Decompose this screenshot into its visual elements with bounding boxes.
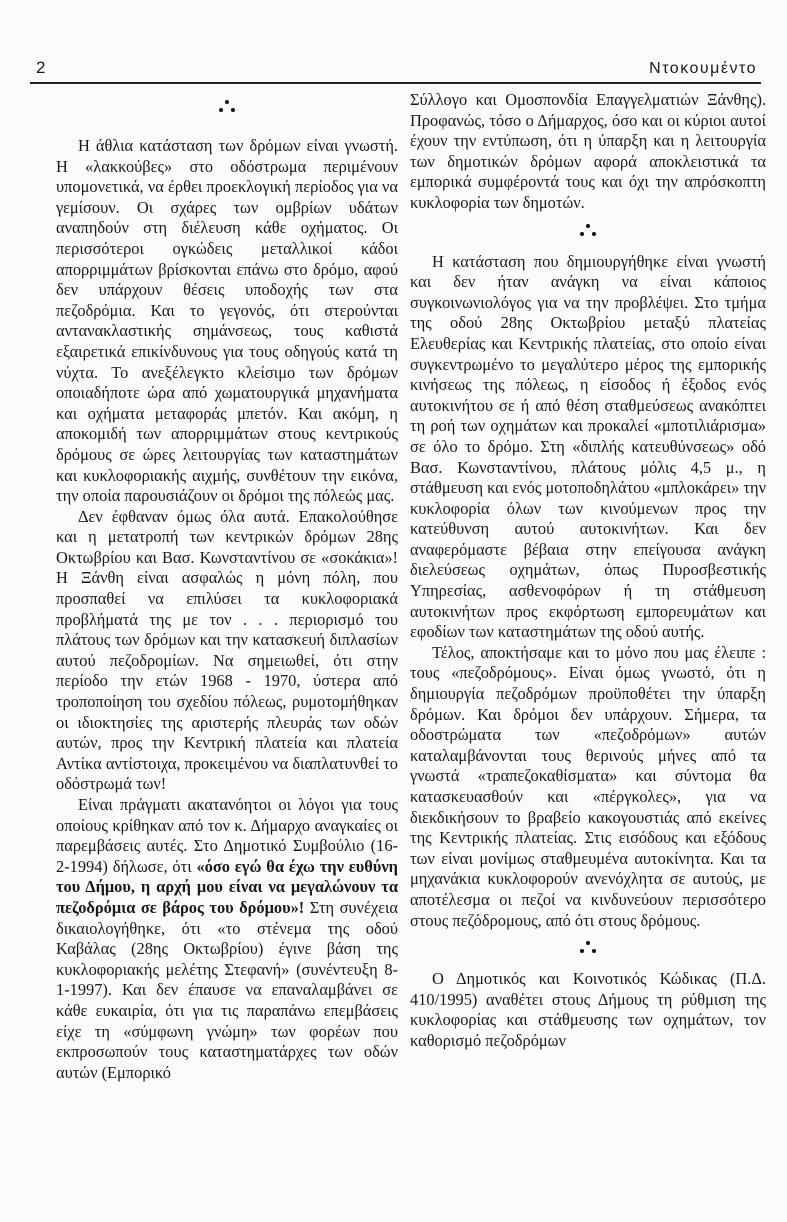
paragraph: Η κατάσταση που δημιουργήθηκε είναι γνωστή και δεν ήταν ανάγκη να είναι κάποιος συγκοινωνιολόγος για να την προβλέψει. Στο τμήμα της οδού 28ης Οκτωβρίου μεταξύ πλατείας Ελευθερίας και Κεντρικής πλατείας, στο οποίο είναι συγκεντρωμένο το μεγαλύτερο μέρος της εμπορικής κινήσεως της πόλεως, η είσοδος ή έξοδος ενός αυτοκινήτου σε ή από θέση σταθμεύσεως ανακόπτει τη ροή των οχημάτων και προκαλεί «μποτιλιάρισμα» σε όλο το δρόμο. Στη «διπλής κατευθύνσεως» οδό Βασ. Κωνσταντίνου, πλάτους μόλις 4,5 μ., η στάθμευση και ενός μοτοποδηλάτου «μπλοκάρει» την κυκλοφορία όλων των κινούμενων προς την κατεύθυνση αυτού αυτοκινήτων. Και δεν αναφερόμαστε βέβαια στην επείγουσα ανάγκη διελεύσεως οχημάτων, όπως Πυροσβεστικής Υπηρεσίας, ασθενοφόρων ή τη στάθμευση αυτοκινήτων προς εκφόρτωση εμπορευμάτων και εφοδίων των καταστημάτων της οδού αυτής.	[410, 251, 766, 642]
paragraph: Τέλος, αποκτήσαμε και το μόνο που μας έλειπε : τους «πεζοδρόμους». Είναι όμως γνωστό, ότι η δημιουργία πεζοδρόμων προϋποθέτει την ύπαρξη δρόμων. Και δρόμοι δεν υπάρχουν. Σήμερα, τα οδοστρώματα των «πεζοδρόμων» αυτών καταλαμβάνονται τους θερινούς μήνες από τα γνωστά «τραπεζοκαθίσματα» και σύντομα θα κατασκευασθούν και «πέργκολες», για να διεκδικήσουν το βραβείο κακογουστιάς από εκείνες της Κεντρικής πλατείας. Στις εισόδους και εξόδους των είναι μονίμως σταθμευμένα αυτοκίνητα. Και τα μηχανάκια κυκλοφορούν ανενόχλητα σε αυτούς, με αποτέλεσμα οι πεζοί να κινδυνεύουν περισσότερο στους πεζόδρομους, από ότι στους δρόμους.	[410, 642, 766, 930]
running-head: Ντοκουμέντο	[649, 60, 757, 77]
paragraph: Η άθλια κατάσταση των δρόμων είναι γνωστή. Η «λακκούβες» στο οδόστρωμα περιμένουν υπομονετικά, να έρθει προεκλογική περίοδος για να γεμίσουν. Οι σχάρες των ομβρίων υδάτων αναπηδούν στη διέλευση κάθε οχήματος. Οι περισσότεροι ογκώδεις μεταλλικοί κάδοι απορριμμάτων βρίσκονται επάνω στο δρόμο, αφού δεν υπάρχουν θέσεις υποδοχής των στα πεζοδρόμια. Και το γεγονός, ότι στερούνται αντανακλαστικής σημάνσεως, τους καθιστά εξαιρετικά επικίνδυνους για τους οδηγούς κατά τη νύχτα. Το ανεξέλεγκτο κλείσιμο των δρόμων οποιαδήποτε ώρα από χωματουργικά μηχανήματα και οχήματα μεταφοράς μπετόν. Και ακόμη, η αποκομιδή των απορριμμάτων στους κεντρικούς δρόμους σε ώρες λειτουργίας των καταστημάτων και κυκλοφοριακής αιχμής, συνθέτουν την εικόνα, την οποία παρουσιάζουν οι δρόμοι της πόλεώς μας.	[56, 136, 398, 506]
right-column	[410, 90, 766, 1052]
paragraph-text: Είναι πράγματι ακατανόητοι οι λόγοι για τους οποίους κρίθηκαν από τον κ. Δήμαρχο αναγκαίες οι παρεμβάσεις αυτές. Στο Δημοτικό Συμβούλιο (16-2-1994) δήλωσε, ότι	[56, 795, 398, 876]
page-number: 2	[36, 58, 46, 77]
header-rule	[30, 82, 761, 84]
section-separator	[56, 90, 398, 128]
paragraph: Ο Δημοτικός και Κοινοτικός Κώδικας (Π.Δ. 410/1995) αναθέτει στους Δήμους τη ρύθμιση της κυκλοφορίας και στάθμευσης των οχημάτων, τον καθορισμό πεζοδρόμων	[410, 969, 766, 1050]
three-dots-ornament-icon	[580, 941, 596, 955]
section-separator	[410, 214, 766, 252]
three-dots-ornament-icon	[219, 100, 235, 114]
three-dots-ornament-icon	[580, 224, 596, 238]
paragraph-text: Στη συνέχεια δικαιολογήθηκε, ότι «το στένεμα της οδού Καβάλας (28ης Οκτωβρίου) έγινε βάση της κυκλοφοριακής μελέτης Στεφανή» (συνέντευξη 8-1-1997). Και δεν έπαυσε να επαναλαμβάνει σε κάθε ευκαιρία, ότι για τις παραπάνω επεμβάσεις είχε τη «σύμφωνη γνώμη» των φορέων που εκπροσωπούν τους καταστηματάρχες των οδών αυτών (Εμπορικό	[56, 897, 398, 1082]
left-column	[56, 90, 398, 1083]
paragraph	[56, 795, 398, 1083]
paragraph-continued: Σύλλογο και Ομοσπονδία Επαγγελματιών Ξάνθης). Προφανώς, τόσο ο Δήμαρχος, όσο και οι κύριοι αυτοί έχουν την εντύπωση, ότι η ύπαρξη και η λειτουργία των δημοτικών δρόμων αφορά αποκλειστικά τα εμπορικά συμφέροντά τους και όχι την απρόσκοπτη κυκλοφορία των δημοτών.	[410, 90, 766, 212]
section-separator	[410, 931, 766, 969]
paragraph: Δεν έφθαναν όμως όλα αυτά. Επακολούθησε και η μετατροπή των κεντρικών δρόμων 28ης Οκτωβρίου και Βασ. Κωνσταντίνου σε «σοκάκια»! Η Ξάνθη είναι ασφαλώς η μόνη πόλη, που προσπαθεί να επιλύσει τα κυκλοφοριακά προβλήματά της με τον . . . περιορισμό του πλάτους των δρόμων και την κατασκευή διπλασίων αυτού πεζοδρομίων. Να σημειωθεί, ότι στην περίοδο την ετών 1968 - 1970, ύστερα από τροποποίηση του σχεδίου πόλεως, ρυμοτομήθηκαν οι ιδιοκτησίες της αριστερής πλευράς των οδών αυτών, προς την Κεντρική πλατεία και πλατεία Αντίκα αντίστοιχα, προκειμένου να διαπλατυνθεί το οδόστρωμά των!	[56, 506, 399, 794]
mayor-quote: «όσο εγώ θα έχω την ευθύνη του Δήμου, η αρχή μου είναι να μεγαλώνουν τα πεζοδρόμια σε βάρος του δρόμου»!	[56, 856, 398, 917]
